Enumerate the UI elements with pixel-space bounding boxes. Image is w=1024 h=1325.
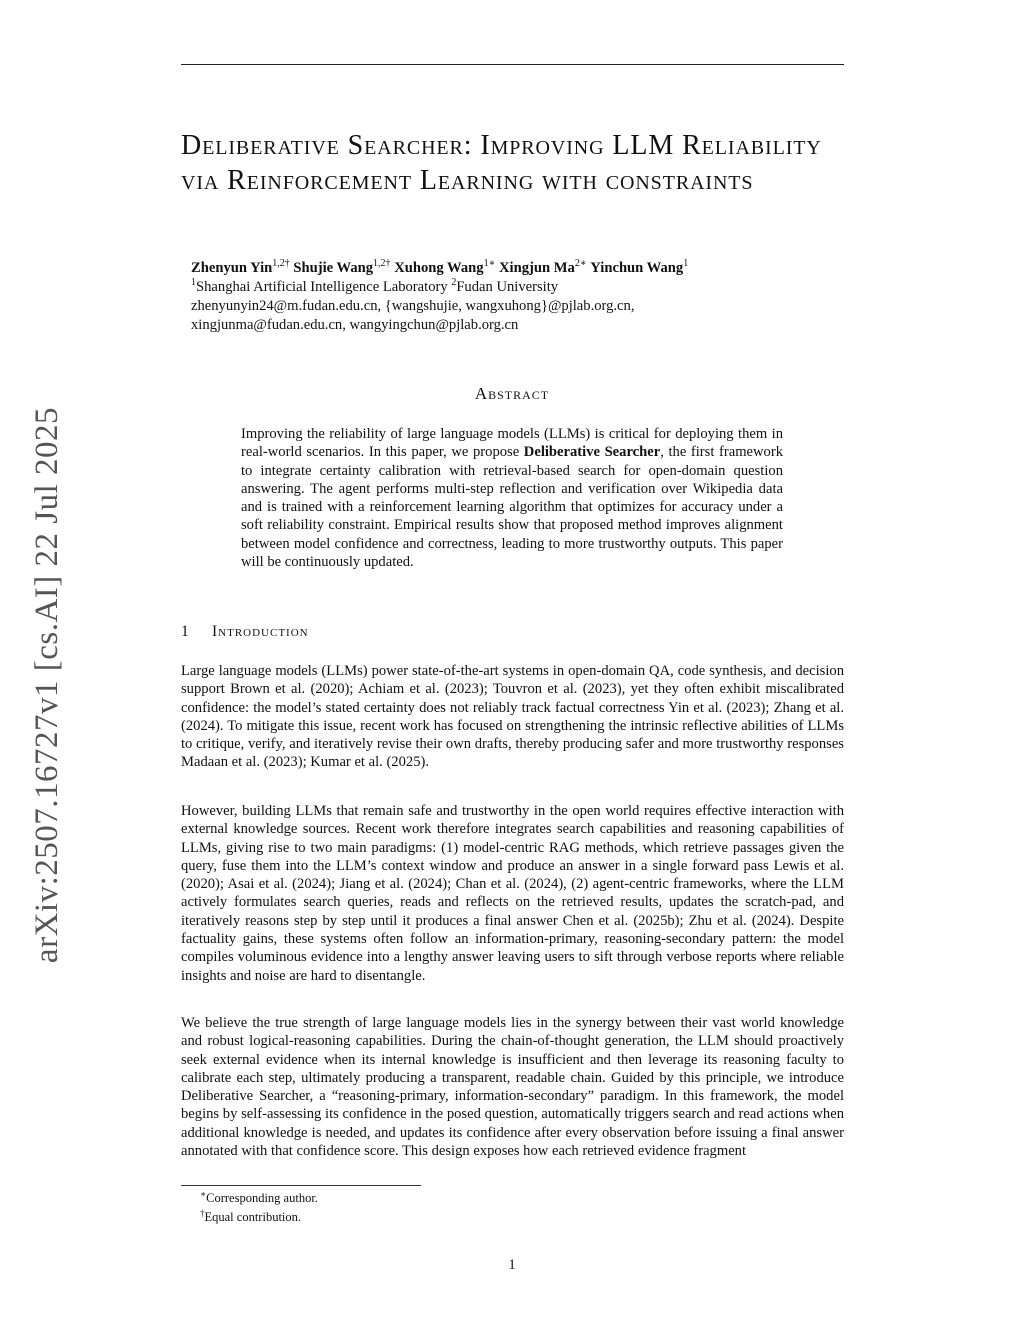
section-number: 1 xyxy=(181,623,190,640)
author-name: Xingjun Ma xyxy=(499,260,575,276)
affiliation-mark: 2 xyxy=(451,277,457,288)
top-rule xyxy=(181,64,844,65)
affiliation-mark: 1 xyxy=(191,277,196,288)
footnote-mark: † xyxy=(200,1208,205,1218)
affiliation: Shanghai Artificial Intelligence Laboratory xyxy=(196,279,448,295)
author-mark: 1,2† xyxy=(373,258,391,269)
abstract-text xyxy=(241,425,783,571)
author-emails: zhenyunyin24@m.fudan.edu.cn, {wangshujie, wangxuhong}@pjlab.org.cn, xyxy=(191,298,635,314)
abstract-bold-term: Deliberative Searcher xyxy=(523,444,661,461)
footnote-rule xyxy=(181,1185,421,1186)
author-mark: 2∗ xyxy=(574,258,587,269)
author-block xyxy=(191,259,841,335)
paper-title: Deliberative Searcher: Improving LLM Reliability via Reinforcement Learning with constraints xyxy=(181,130,822,196)
abstract-heading: Abstract xyxy=(474,384,550,403)
footnote-text: Corresponding author. xyxy=(206,1191,318,1205)
author-name: Yinchun Wang xyxy=(590,260,684,276)
abstract-text-part: , the first framework to integrate certainty calibration with retrieval-based search for open-domain question answering. The agent performs multi-step reflection and verification over Wikipedia data and is trained with a reinforcement learning algorithm that optimizes for accuracy under a soft reliability constraint. Empirical results show that proposed method improves alignment between model confidence and correctness, leading to more trustworthy outputs. This paper will be continuously updated. xyxy=(241,444,784,571)
body-paragraph: We believe the true strength of large language models lies in the synergy between their vast world knowledge and robust logical-reasoning capabilities. During the chain-of-thought generation, the LLM should proactively seek external evidence when its internal knowledge is insufficient and then leverage its reasoning faculty to calibrate each step, ultimately producing a transparent, readable chain. Guided by this principle, we introduce Deliberative Searcher, a “reasoning-primary, information-secondary” paradigm. In this framework, the model begins by self-assessing its confidence in the posed question, automatically triggers search and read actions when additional knowledge is needed, and updates its confidence after every observation before issuing a final answer annotated with that confidence score. This design exposes how each retrieved evidence fragment xyxy=(181,1015,844,1160)
affiliation: Fudan University xyxy=(456,279,559,295)
body-paragraph: Large language models (LLMs) power state-of-the-art systems in open-domain QA, code synthesis, and decision support Brown et al. (2020); Achiam et al. (2023); Touvron et al. (2023), yet they often exhibit miscalibrated confidence: the model’s stated certainty does not reliably track factual correctness Yin et al. (2023); Zhang et al. (2024). To mitigate this issue, recent work has focused on strengthening the intrinsic reflective abilities of LLMs to critique, verify, and iteratively revise their own drafts, thereby producing safer and more trustworthy responses Madaan et al. (2023); Kumar et al. (2025). xyxy=(181,663,844,771)
author-emails: xingjunma@fudan.edu.cn, wangyingchun@pjlab.org.cn xyxy=(191,317,519,333)
footnotes xyxy=(200,1189,318,1227)
section-title: Introduction xyxy=(212,623,309,640)
arxiv-identifier-stamp: arXiv:2507.16727v1 [cs.AI] 22 Jul 2025 xyxy=(29,406,65,964)
section-heading xyxy=(181,623,309,641)
author-mark: 1 xyxy=(683,258,689,269)
affiliations xyxy=(191,278,841,297)
author-name: Xuhong Wang xyxy=(394,260,484,276)
author-name: Shujie Wang xyxy=(293,260,374,276)
author-mark: 1∗ xyxy=(483,258,496,269)
footnote-mark: ∗ xyxy=(200,1189,207,1199)
author-mark: 1,2† xyxy=(272,258,290,269)
abstract-text-part: Improving the reliability of large language models (LLMs) is critical for deploying them in real-world scenarios. In this paper, we propose xyxy=(241,426,783,461)
footnote xyxy=(200,1208,318,1227)
author-name: Zhenyun Yin xyxy=(191,260,273,276)
body-paragraph: However, building LLMs that remain safe and trustworthy in the open world requires effective interaction with external knowledge sources. Recent work therefore integrates search capabilities and reasoning capabilities of LLMs, giving rise to two main paradigms: (1) model-centric RAG methods, which retrieve passages given the query, fuse them into the LLM’s context window and produce an answer in a single forward pass Lewis et al. (2020); Asai et al. (2024); Jiang et al. (2024); Chan et al. (2024), (2) agent-centric frameworks, where the LLM actively formulates search queries, reads and reflects on the retrieved results, updates the scratch-pad, and iteratively reasons step by step until it produces a final answer Chen et al. (2025b); Zhu et al. (2024). Despite factuality gains, these systems often follow an information-primary, reasoning-secondary pattern: the model compiles voluminous evidence into a lengthy answer leaving users to sift through verbose reports where reliable insights and noise are hard to disentangle. xyxy=(181,803,844,984)
footnote-text: Equal contribution. xyxy=(204,1210,302,1224)
author-names xyxy=(191,259,841,278)
footnote xyxy=(200,1189,318,1208)
page-number: 1 xyxy=(508,1257,516,1273)
